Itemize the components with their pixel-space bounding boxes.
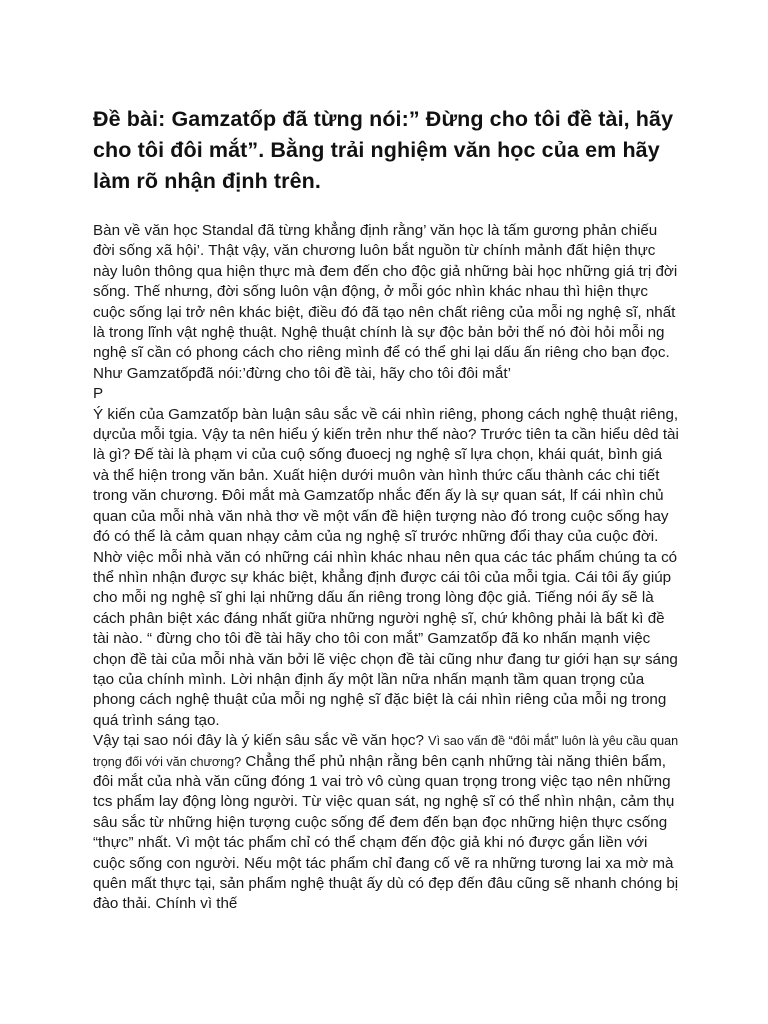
paragraph-intro: Bàn về văn học Standal đã từng khẳng định rằng’ văn học là tấm gương phản chiếu đời sống xã hội’. Thật vậy, văn chương luôn bắt nguồn từ chính mảnh đất hiện thực này luôn thông qua hiện thực mà đem đến cho độc giả những bài học những giá trị đời sống. Thế nhưng, đời sống luôn vận động, ở mỗi góc nhìn khác nhau thì hiện thực cuộc sống lại trở nên khác biệt, điều đó đã tạo nên chất riêng của mỗi ng nghệ sĩ, nhất là trong lĩnh vật nghệ thuật. Nghệ thuật chính là sự độc bản bởi thế nó đòi hỏi mỗi ng nghệ sĩ cần có phong cách cho riêng mình để có thể ghi lại dấu ấn riêng cho bạn đọc. Như Gamzatốpđã nói:’đừng cho tôi đề tài, hãy cho tôi đôi mắt’ (93, 222, 678, 382)
paragraph-stray-letter: P (93, 385, 104, 403)
paragraph-significance (93, 731, 681, 915)
document-page (93, 104, 681, 915)
paragraph-significance-subquestion: Vì sao vấn đề “đôi mắt” luôn là yêu cầu quan trọng đối với văn chương? (93, 734, 679, 769)
paragraph-significance-question: Vậy tại sao nói đây là ý kiến sâu sắc về văn học? (93, 732, 429, 750)
document-title: Đề bài: Gamzatốp đã từng nói:” Đừng cho tôi đề tài, hãy cho tôi đôi mắt”. Bằng trải nghiệm văn học của em hãy làm rõ nhận định trên. (93, 107, 674, 193)
paragraph-analysis: Ý kiến của Gamzatốp bàn luận sâu sắc về cái nhìn riêng, phong cách nghệ thuật riêng, dựcủa mỗi tgia. Vậy ta nên hiểu ý kiến trẻn như thế nào? Trước tiên ta cần hiểu dêd tài là gì? Đế tài là phạm vi của cuộ sống đuoecj ng nghệ sĩ lựa chọn, khái quát, bình giá và thể hiện trong văn bản. Xuất hiện dưới muôn vàn hình thức cấu thành các chi tiết trong văn chương. Đôi mắt mà Gamzatốp nhắc đến ấy là sự quan sát, lf cái nhìn chủ quan của mỗi nhà văn nhà thơ về một vấn đề hiện tượng nào đó trong cuộc sống hay đó có thể là cảm quan nhạy cảm của ng nghệ sĩ trước những đổi thay của cuộc đời. Nhờ việc mỗi nhà văn có những cái nhìn khác nhau nên qua các tác phẩm chúng ta có thể nhìn nhận được sự khác biệt, khẳng định được cái tôi của mỗi tgia. Cái tôi ấy giúp cho mỗi ng nghệ sĩ ghi lại những dấu ấn riêng trong lòng độc giả. Tiếng nói ấy sẽ là cách phân biệt xác đáng nhất giữa những người nghệ sĩ, chứ không phải là bất kì đề tài nào. “ đừng cho tôi đề tài hãy cho tôi con mắt” Gamzatốp đã ko nhấn mạnh việc chọn đề tài của mỗi nhà văn bởi lẽ việc chọn đề tài cũng như đang tư giới hạn sự sáng tạo của chính mình. Lời nhận định ấy một lần nữa nhấn mạnh tầm quan trọng của phong cách nghệ thuật của mỗi ng nghệ sĩ đặc biệt là cái nhìn riêng của mỗi ng trong quá trình sáng tạo. (93, 405, 679, 729)
paragraph-significance-body: Chẳng thể phủ nhận rằng bên cạnh những tài năng thiên bẩm, đôi mắt của nhà văn cũng đóng 1 vai trò vô cùng quan trọng trong việc tạo nên những tcs phẩm lay động lòng người. Từ việc quan sát, ng nghệ sĩ có thể nhìn nhận, cảm thụ sâu sắc từ những hiện tượng cuộc sống để đem đến bạn đọc những hiện thực csống “thực” nhất. Vì một tác phẩm chỉ có thể chạm đến độc giả khi nó được gắn liền với cuộc sống con người. Nếu một tác phẩm chỉ đang cố vẽ ra những tương lai xa mờ mà quên mất thực tại, sản phẩm nghệ thuật ấy dù có đẹp đến đâu cũng sẽ nhanh chóng bị đào thải. Chính vì thế (93, 752, 679, 913)
